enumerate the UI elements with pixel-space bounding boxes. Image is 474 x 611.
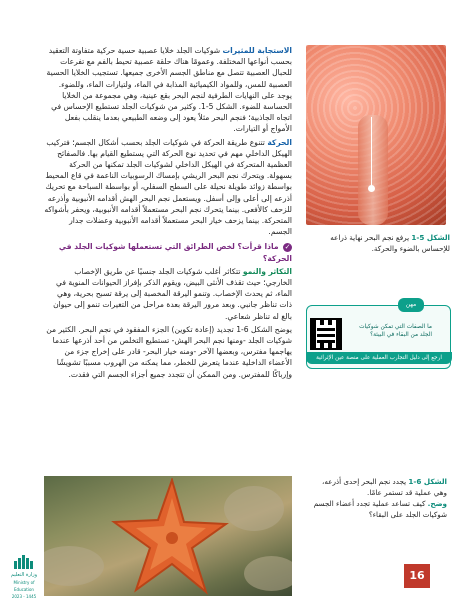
paragraph-text: تتنوع طريقة الحركة في شوكيات الجلد بحسب أشكال الجسم؛ فتركيب الهيكل الداخلي مهم في تحديد نوع الحركة التي يستطيع القيام بها. فالصفائح العظمية المتحركة في الهيكل الداخلي لشوكيات الجلد تمكنها من الحركة بسهولة. ويتحرك نجم البحر الريشي بإمساك الرسوبيات الناعمة في قاع المحيط بواسطة زوائد طويلة نحيلة على السطح السفلي، أو بواسطة السباحة مع تحريك أذرعه إلى أعلى وإلى أسفل. ويستعمل نجم البحر الهش أقدامه الأنبوبية وأذرعه للزحف كالأفعى. بينما يتحرك نجم البحر مستعملاً أقدامه الأنبوبية، ويحفر بأشواكه المتحركة. بينما يزحف خيار البحر مستعملاً أقدامه الأنبوبية وعضلات جدار الجسم. <box>44 137 292 237</box>
paragraph-text: شوكيات الجلد خلايا عصبية حسية حركية متفاوتة التعقيد بحسب أنواعها المختلفة. وعمومًا هناك حلقة عصبية تحيط بالفم مع تفرعات للحبال العصبية تتصل مع مناطق الجسم الأخرى جميعها. تستجيب الخلايا الحسية العصبية للمس، وللمواد الكيميائية المذابة في الماء، ولتيارات الماء، وللضوء. يوجد على النهايات الطرفية لنجم البحر بقع عينية، وهي مجموعة من الخلايا الحساسة للضوء. الشكل 5-1. وكثير من شوكيات الجلد تستطيع الإحساس في اتجاه الجاذبية؛ فنجم البحر مثلاً يعود إلى وضعه الطبيعي بعدما ينقلب بفعل الأمواج أو التيارات. <box>46 46 292 134</box>
paragraph-text: يوضح الشكل 6-1 تجديد (إعادة تكوين) الجزء المفقود في نجم البحر. الكثير من شوكيات الجلد -ومنها نجم البحر الهش- تستطيع التخلص من أحد أذرعها عندما يهاجمها مفترس، وبعضها الآخر -ومنه خيار البحر- قادر على إخراج جزء من الأعضاء الداخلية عندما يتعرض للخطر، مما يمكنه من الهروب مسببًا تشويشًا وإرباكًا للمفترس. ومن الممكن أن تتجدد جميع أجزاء الجسم التي فقدت. <box>46 324 292 379</box>
qr-code-icon[interactable] <box>310 318 342 350</box>
side-note-link[interactable]: ارجع إلى دليل التجارب العملية على منصة عين الإثرائية <box>306 352 452 364</box>
explain-question: كيف تساعد عملية تجدد أعضاء الجسم شوكيات الجلد على البقاء؟ <box>313 499 447 519</box>
figure-label: الشكل 6-1 <box>408 477 447 486</box>
figure-label: الشكل 5-1 <box>411 233 450 242</box>
paragraph-reproduction <box>44 266 292 322</box>
figure-6-1-caption <box>307 476 447 520</box>
pointer-dot <box>368 185 375 192</box>
paragraph-regeneration <box>44 324 292 380</box>
figure-5-1-caption <box>310 232 450 254</box>
side-note-question: ما الصفات التي تمكن شوكيات الجلد من البقاء في البيئة؟ <box>359 324 432 338</box>
checkmark-icon: ✓ <box>284 242 291 251</box>
figure-5-1-photo <box>306 45 446 225</box>
paragraph-stimuli <box>44 45 292 135</box>
logo-subtitle: Ministry of Education <box>13 580 35 592</box>
ministry-logo-text <box>4 572 44 600</box>
explain-label: وضح. <box>427 499 447 508</box>
paragraph-movement <box>44 137 292 238</box>
reading-check-question: ماذا قرأت؟ لخص الطرائق التي تستعملها شوكيات الجلد في الحركة؟ <box>58 242 292 263</box>
ministry-logo-icon <box>14 555 34 569</box>
logo-year: 2023 - 1445 <box>11 594 37 599</box>
main-text-column <box>44 45 292 380</box>
starfish-image <box>110 478 230 596</box>
paragraph-text: تتكاثر أغلب شوكيات الجلد جنسيًا عن طريق الإخصاب الخارجي؛ حيث تقذف الأنثى البيض، ويقوم الذكر بإفراز الحيوانات المنوية في الماء، ثم يحدث الإخصاب. وتنمو اليرقة المخصبة إلى يرقة تسبح بحرية، وهي ذات تناظر جانبي. وبعد مرور اليرقة بعدة مراحل من التغيرات تنمو إلى حيوان بالغ له تناظر شعاعي. <box>53 266 292 321</box>
reading-check <box>44 241 292 263</box>
logo-title: وزارة التعليم <box>10 572 38 578</box>
caption-text: يجدد نجم البحر إحدى أذرعه، وهي عملية قد تستمر عامًا. <box>322 477 447 497</box>
figure-6-1-photo <box>44 476 292 596</box>
term-movement: الحركة <box>267 137 292 147</box>
pointer-line <box>371 117 372 187</box>
side-note-tag: مهن <box>398 298 424 312</box>
term-stimuli: الاستجابة للمثيرات <box>222 46 292 55</box>
term-reproduction: التكاثر والنمو <box>242 266 292 276</box>
caption-text: يرفع نجم البحر نهاية ذراعه للإحساس بالضوء والحركة. <box>330 233 450 253</box>
starfish-arm-tip <box>358 115 388 225</box>
page-number: 16 <box>404 564 430 588</box>
